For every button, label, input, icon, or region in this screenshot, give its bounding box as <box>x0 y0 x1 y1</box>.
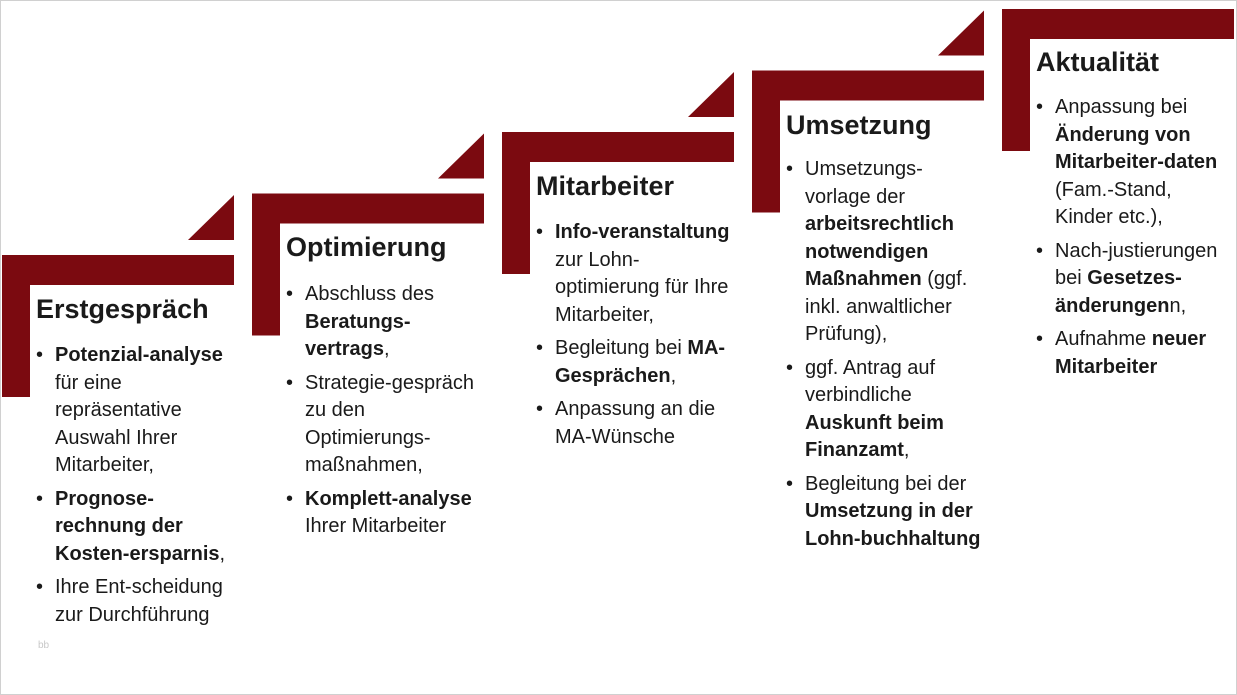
step-list-mitarbeiter <box>536 219 732 457</box>
bullet-text: , <box>903 439 910 461</box>
step-title-optimierung: Optimierung <box>286 232 447 262</box>
step-leg-aktualitaet <box>1002 9 1030 151</box>
bullet-text: Anpassung bei <box>1055 96 1188 118</box>
step-triangle-umsetzung <box>938 11 984 56</box>
bullet-item <box>286 486 482 541</box>
bullet-text: zur Lohn-optimierung für Ihre Mitarbeiter, <box>555 248 729 326</box>
bullet-text-bold: Änderung von Mitarbeiter-daten <box>1055 123 1218 173</box>
watermark: bb <box>38 640 50 651</box>
bullet-item <box>786 355 982 465</box>
bullet-item <box>36 342 232 480</box>
step-bar-umsetzung <box>752 71 984 101</box>
bullet-text: Begleitung bei <box>555 337 688 359</box>
bullet-text: n, <box>1169 294 1187 317</box>
bullet-item <box>786 471 982 554</box>
bullet-text-bold: Beratungs-vertrags <box>305 310 411 360</box>
step-title-umsetzung: Umsetzung <box>786 110 932 140</box>
bullet-item <box>1036 94 1232 232</box>
bullet-text-bold: Auskunft beim Finanzamt <box>805 411 944 461</box>
bullet-text: , <box>219 542 226 565</box>
step-bar-erstgespraech <box>2 255 234 285</box>
bullet-text-bold: MA-Gesprächen <box>555 337 726 387</box>
bullet-text: Ihre Ent-scheidung zur Durchführung <box>55 576 223 626</box>
bullet-text: ggf. Antrag auf verbindliche <box>805 356 936 406</box>
step-triangle-erstgespraech <box>188 195 234 240</box>
bullet-text-bold: Komplett-analyse <box>305 487 472 510</box>
bullet-text-bold: Umsetzung in der Lohn-buchhaltung <box>805 500 981 550</box>
bullet-item <box>536 219 732 329</box>
bullet-text: Strategie-gespräch zu den Optimierungs-maßnahmen, <box>305 371 474 476</box>
bullet-item <box>36 486 232 569</box>
bullet-text: (ggf. inkl. anwaltlicher Prüfung), <box>805 268 968 345</box>
step-list-aktualitaet <box>1036 94 1232 387</box>
step-leg-erstgespraech <box>2 255 30 397</box>
bullet-text: Ihrer Mitarbeiter <box>305 515 447 537</box>
step-bar-mitarbeiter <box>502 132 734 162</box>
bullet-text-bold: arbeitsrechtlich notwendigen Maßnahmen <box>805 213 954 290</box>
step-title-erstgespraech: Erstgespräch <box>36 294 209 324</box>
bullet-text: Abschluss des <box>305 283 434 305</box>
bullet-text: Begleitung bei der <box>805 472 967 495</box>
step-leg-optimierung <box>252 194 280 336</box>
bullet-text: Nach-justierungen bei <box>1055 239 1218 289</box>
step-leg-mitarbeiter <box>502 132 530 274</box>
bullet-text: , <box>383 338 390 360</box>
step-triangle-optimierung <box>438 134 484 179</box>
bullet-text-bold: Gesetzes-änderungen <box>1055 267 1182 317</box>
step-bar-aktualitaet <box>1002 9 1234 39</box>
bullet-text-bold: Potenzial-analyse <box>55 344 223 366</box>
step-title-aktualitaet: Aktualität <box>1036 47 1160 77</box>
bullet-text: Umsetzungs-vorlage der <box>805 158 923 208</box>
bullet-item <box>536 396 732 451</box>
step-leg-umsetzung <box>752 71 780 213</box>
bullet-item <box>786 156 982 349</box>
bullet-item <box>286 281 482 364</box>
bullet-item <box>1036 326 1232 381</box>
bullet-item <box>36 574 232 629</box>
bullet-item <box>1036 238 1232 321</box>
step-list-optimierung <box>286 281 482 547</box>
bullet-text: Anpassung an die MA-Wünsche <box>555 398 716 448</box>
bullet-text-bold: Info-veranstaltung <box>555 221 730 243</box>
step-title-mitarbeiter: Mitarbeiter <box>536 171 675 201</box>
step-list-erstgespraech <box>36 342 232 635</box>
bullet-text: Aufnahme <box>1055 328 1152 350</box>
bullet-text-bold: neuer Mitarbeiter <box>1055 328 1207 378</box>
bullet-item <box>536 335 732 390</box>
bullet-text: (Fam.-Stand, Kinder etc.), <box>1055 178 1172 228</box>
step-triangle-mitarbeiter <box>688 72 734 117</box>
bullet-text: , <box>670 364 677 387</box>
bullet-text-bold: Prognose-rechnung der Kosten-ersparnis <box>55 487 220 565</box>
step-bar-optimierung <box>252 194 484 224</box>
bullet-text: für eine repräsentative Auswahl Ihrer Mitarbeiter, <box>55 371 182 476</box>
bullet-item <box>286 370 482 480</box>
step-list-umsetzung <box>786 156 982 559</box>
